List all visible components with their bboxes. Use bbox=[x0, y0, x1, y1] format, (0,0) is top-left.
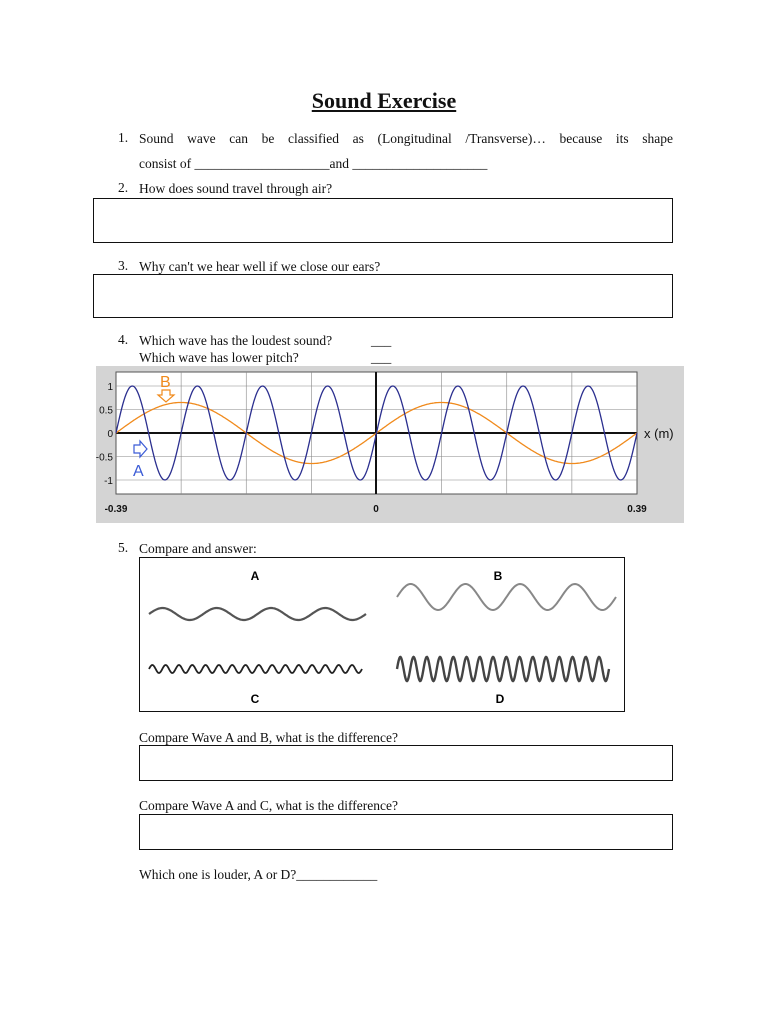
q3-text: Why can't we hear well if we close our ears? bbox=[139, 259, 381, 274]
x-axis-label: x (m) bbox=[644, 426, 674, 441]
q4-number: 4. bbox=[118, 332, 129, 347]
q4-line1: Which wave has the loudest sound? bbox=[139, 333, 333, 348]
page-title: Sound Exercise bbox=[311, 88, 457, 113]
x-tick-labels bbox=[105, 504, 648, 515]
y-tick-labels bbox=[96, 382, 113, 487]
q4-blank1[interactable]: ___ bbox=[371, 333, 392, 348]
q5-ab-answer-box[interactable] bbox=[139, 745, 673, 781]
y-tick-label: 0 bbox=[107, 429, 113, 440]
wave-graph bbox=[96, 366, 684, 523]
wave-a-title: A bbox=[250, 569, 260, 583]
q2-text: How does sound travel through air? bbox=[139, 181, 333, 196]
q5-compare-ac: Compare Wave A and C, what is the difference? bbox=[139, 798, 398, 813]
y-tick-label: 0.5 bbox=[99, 405, 113, 417]
wave-b-title: B bbox=[493, 569, 503, 583]
q5-louder-question[interactable]: Which one is louder, A or D?____________ bbox=[139, 867, 378, 882]
y-tick-label: 1 bbox=[107, 382, 113, 393]
x-tick-label: -0.39 bbox=[104, 504, 128, 515]
y-tick-label: -0.5 bbox=[96, 452, 113, 464]
q4-line2: Which wave has lower pitch? bbox=[139, 350, 299, 365]
compare-waves-panel bbox=[139, 557, 625, 713]
wave-a-label: A bbox=[133, 463, 144, 480]
q5-ac-answer-box[interactable] bbox=[139, 814, 673, 850]
q5-number: 5. bbox=[118, 540, 129, 555]
q4-blank2[interactable]: ___ bbox=[371, 350, 392, 365]
x-tick-label: 0 bbox=[373, 504, 379, 515]
y-tick-label: -1 bbox=[104, 476, 113, 487]
q2-answer-box[interactable] bbox=[93, 198, 673, 243]
wave-b-label: B bbox=[160, 374, 171, 391]
wave-c-title: C bbox=[250, 692, 260, 706]
q5-text: Compare and answer: bbox=[139, 541, 257, 556]
q1-number: 1. bbox=[118, 130, 129, 145]
q2-number: 2. bbox=[118, 180, 129, 195]
q3-number: 3. bbox=[118, 258, 129, 273]
q1-text-line1: Sound wave can be classified as (Longitudinal /Transverse)… because its shape bbox=[139, 131, 673, 146]
q3-answer-box[interactable] bbox=[93, 274, 673, 318]
x-tick-label: 0.39 bbox=[627, 504, 647, 515]
q5-compare-ab: Compare Wave A and B, what is the difference? bbox=[139, 730, 398, 745]
wave-d-title: D bbox=[495, 692, 505, 706]
q1-text-line2: consist of ____________________and ____________________ bbox=[139, 156, 488, 171]
